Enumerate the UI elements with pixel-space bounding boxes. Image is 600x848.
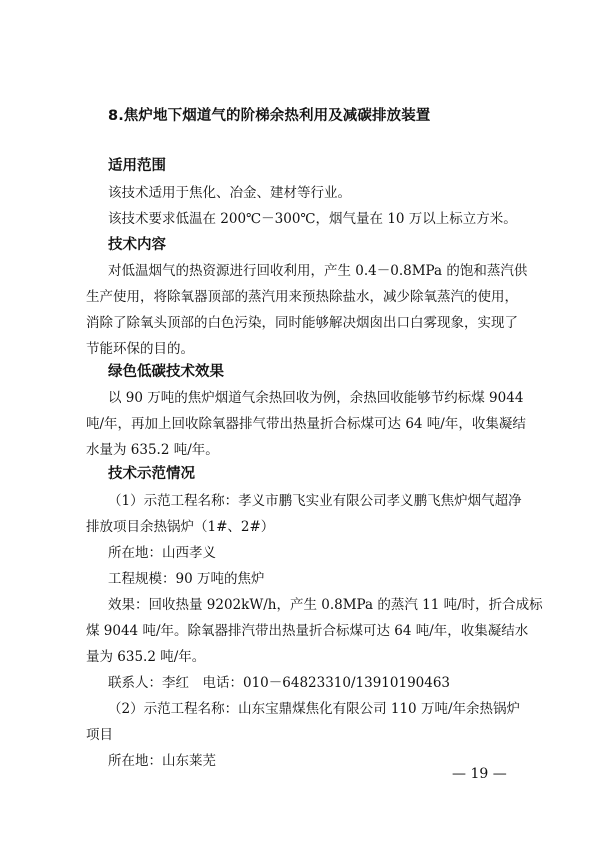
- paragraph-line: 项目: [86, 727, 113, 743]
- paragraph-line: （1）示范工程名称：孝义市鹏飞实业有限公司孝义鹏飞焦炉烟气超净: [108, 493, 522, 509]
- paragraph-line: 生产使用，将除氧器顶部的蒸汽用来预热除盐水，减少除氧蒸汽的使用，: [86, 289, 518, 305]
- contact-line: 联系人：李红 电话：010－64823310/13910190463: [108, 675, 451, 691]
- paragraph-line: 所在地：山东莱芜: [108, 753, 216, 769]
- paragraph-line: 工程规模：90 万吨的焦炉: [108, 571, 265, 587]
- paragraph-line: 排放项目余热锅炉（1#、2#）: [86, 519, 275, 535]
- section-heading-content: 技术内容: [108, 237, 166, 253]
- section-heading-demo: 技术示范情况: [108, 466, 195, 482]
- page-number: — 19 —: [452, 766, 507, 782]
- paragraph-line: 节能环保的目的。: [86, 341, 194, 357]
- paragraph-line: 所在地：山西孝义: [108, 545, 216, 561]
- paragraph-line: 对低温烟气的热资源进行回收利用，产生 0.4－0.8MPa 的饱和蒸汽供: [108, 263, 528, 279]
- paragraph-line: 效果：回收热量 9202kW/h，产生 0.8MPa 的蒸汽 11 吨/时，折合成标: [108, 597, 543, 613]
- paragraph-line: 煤 9044 吨/年。除氧器排汽带出热量折合标煤可达 64 吨/年，收集凝结水: [86, 623, 529, 639]
- document-title: 8.焦炉地下烟道气的阶梯余热利用及减碳排放装置: [108, 108, 431, 124]
- paragraph-line: （2）示范工程名称：山东宝鼎煤焦化有限公司 110 万吨/年余热锅炉: [108, 701, 520, 717]
- paragraph-line: 水量为 635.2 吨/年。: [86, 442, 219, 458]
- paragraph-line: 量为 635.2 吨/年。: [86, 649, 206, 665]
- paragraph-line: 吨/年，再加上回收除氧器排气带出热量折合标煤可达 64 吨/年，收集凝结: [86, 416, 526, 432]
- paragraph-line: 消除了除氧头顶部的白色污染，同时能够解决烟囱出口白雾现象，实现了: [86, 315, 518, 331]
- section-heading-scope: 适用范围: [108, 158, 166, 174]
- section-heading-effect: 绿色低碳技术效果: [108, 364, 224, 380]
- paragraph-line: 该技术适用于焦化、冶金、建材等行业。: [108, 185, 351, 201]
- paragraph-line: 该技术要求低温在 200℃－300℃，烟气量在 10 万以上标立方米。: [108, 211, 517, 227]
- paragraph-line: 以 90 万吨的焦炉烟道气余热回收为例，余热回收能够节约标煤 9044: [108, 390, 524, 406]
